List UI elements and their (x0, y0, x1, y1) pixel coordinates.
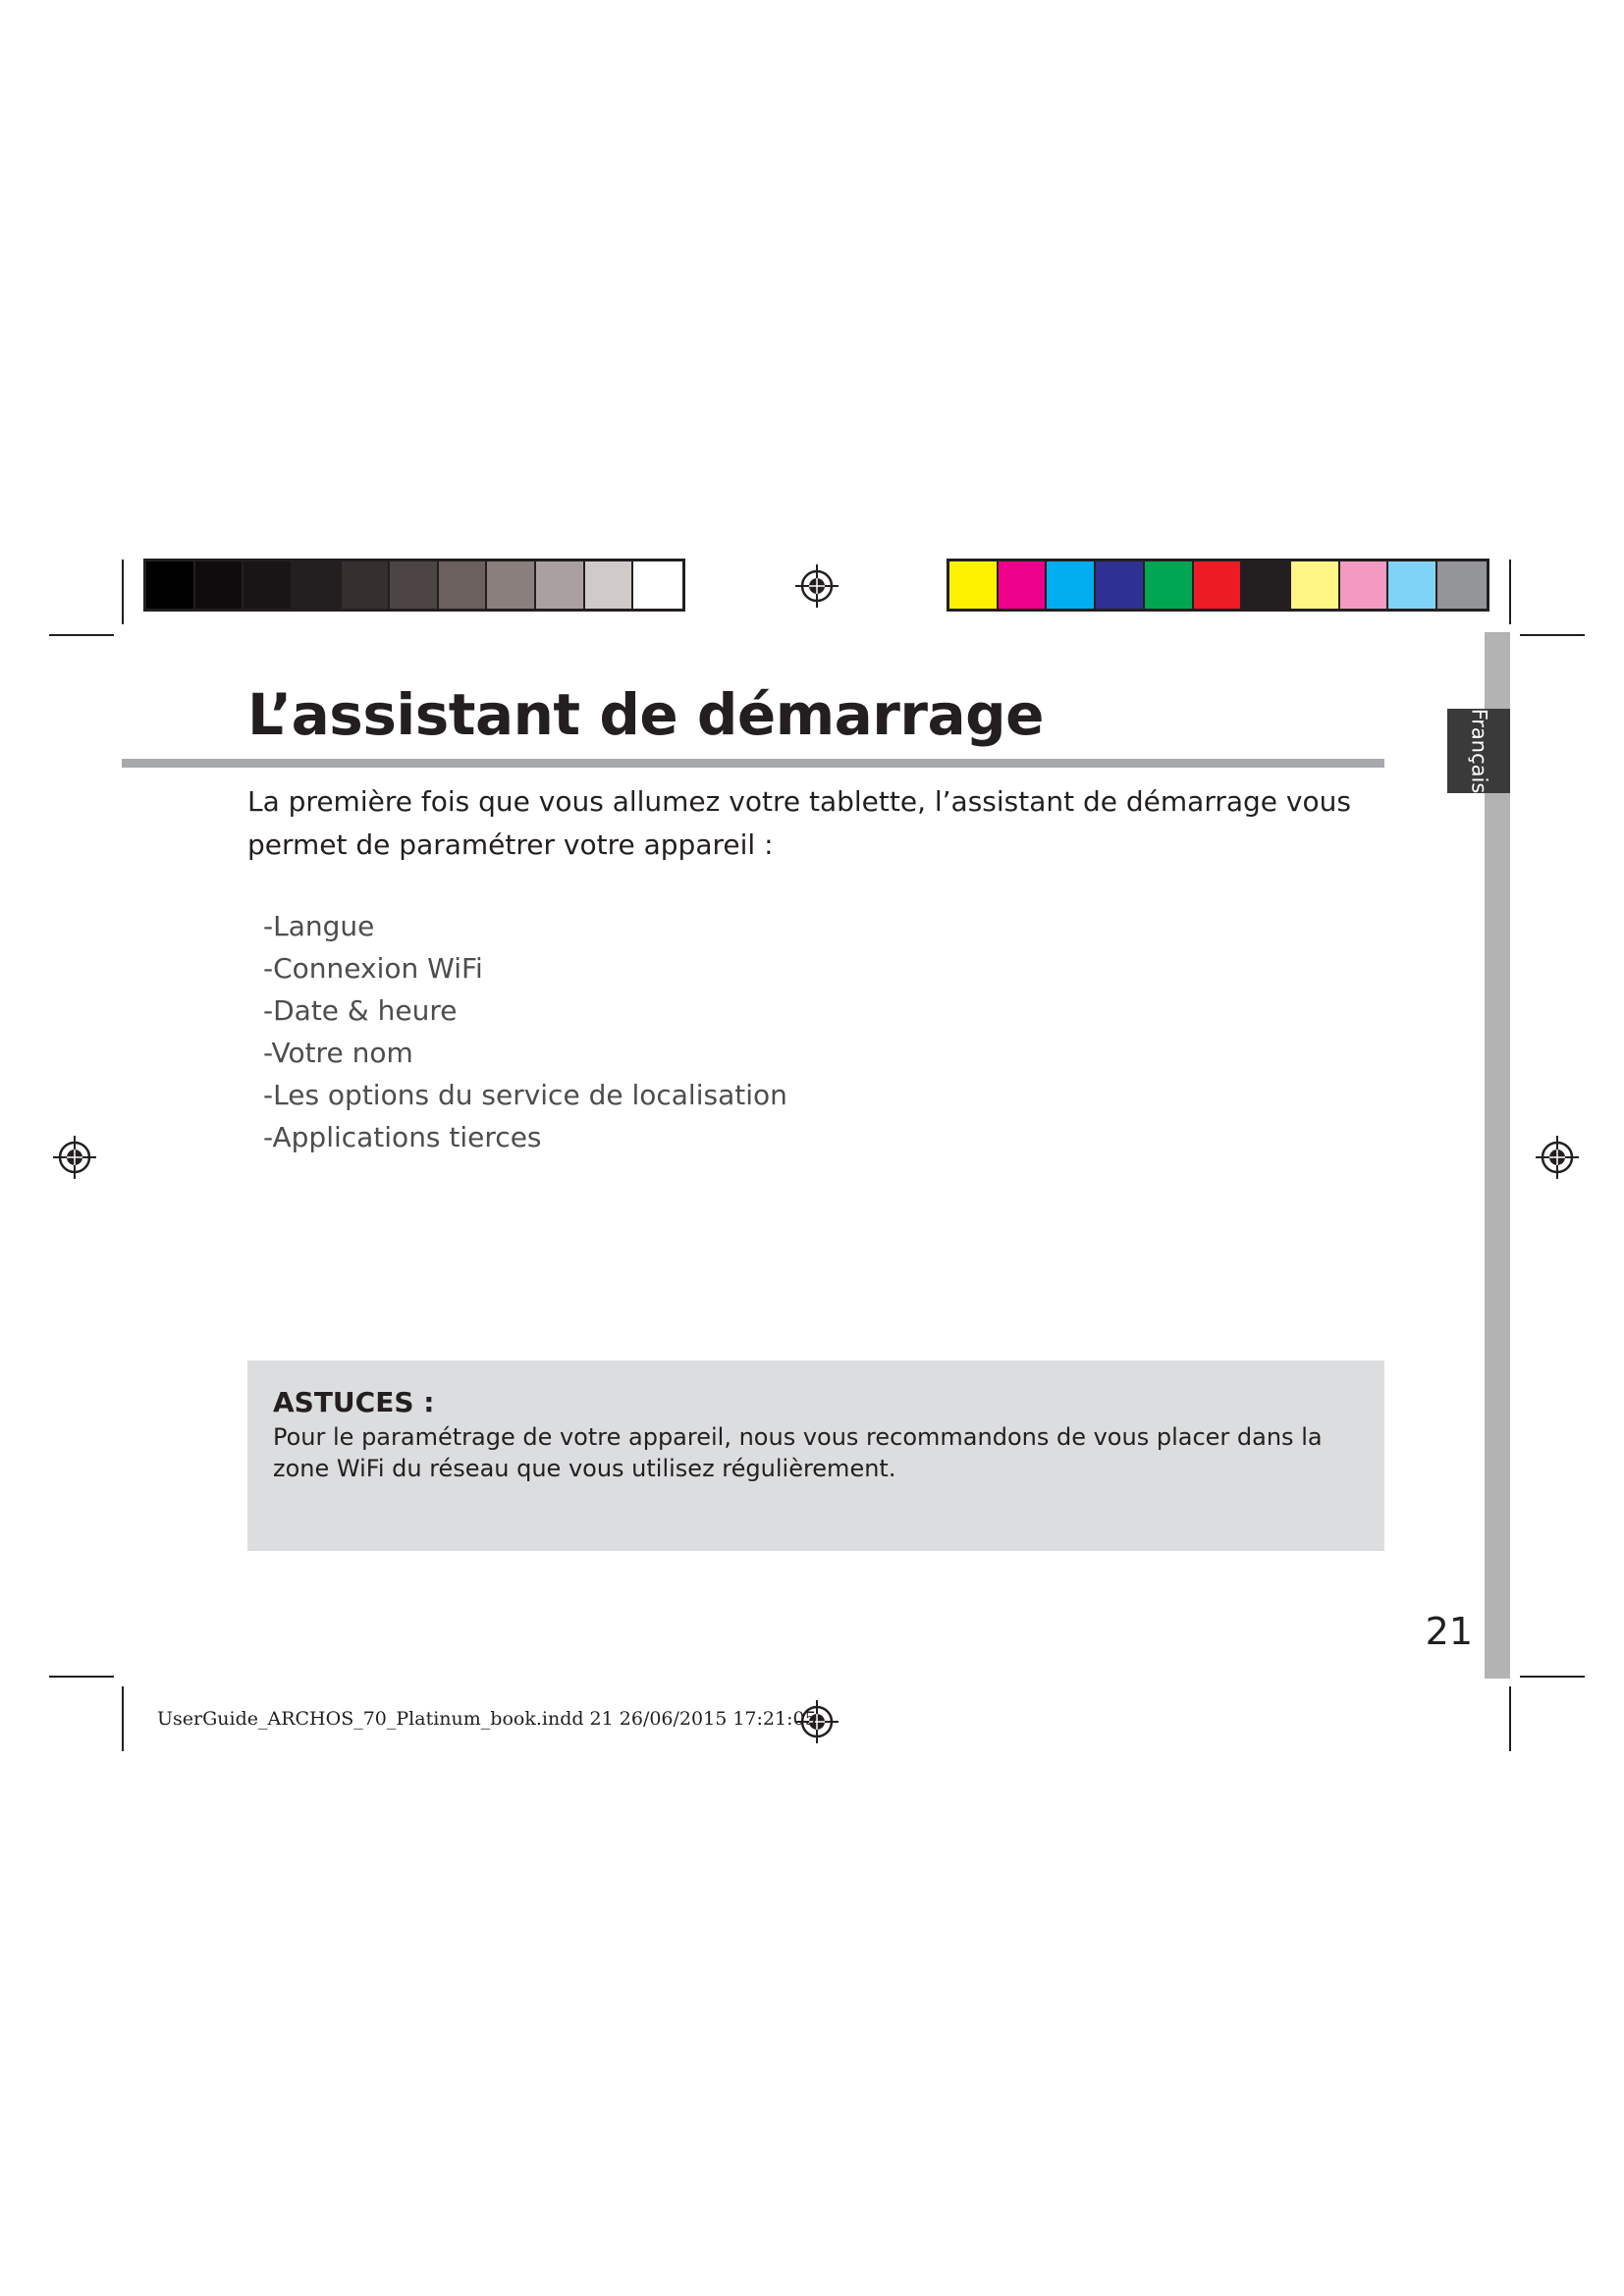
color-swatch (487, 561, 536, 609)
list-item: -Connexion WiFi (263, 952, 483, 985)
color-swatch (390, 561, 439, 609)
crop-mark (1509, 560, 1511, 624)
page-title: L’assistant de démarrage (247, 681, 1044, 748)
color-swatch (293, 561, 342, 609)
intro-paragraph: La première fois que vous allumez votre tablette, l’assistant de démarrage vous permet de paramétrer votre appareil : (247, 785, 1351, 861)
color-swatch (146, 561, 195, 609)
color-swatch (439, 561, 488, 609)
tips-title: ASTUCES : (273, 1386, 435, 1418)
color-swatch (633, 561, 682, 609)
page-number: 21 (1425, 1610, 1473, 1653)
crop-mark (1509, 1686, 1511, 1751)
color-swatch (195, 561, 244, 609)
color-swatch (1242, 561, 1291, 609)
color-swatch (1388, 561, 1437, 609)
crop-mark (49, 1676, 114, 1678)
process-color-bar (947, 559, 1489, 612)
list-item: -Votre nom (263, 1037, 413, 1069)
tips-box (247, 1361, 1384, 1551)
color-swatch (1194, 561, 1243, 609)
setup-steps-list (263, 905, 787, 1158)
print-slug: UserGuide_ARCHOS_70_Platinum_book.indd 21 26/06/2015 17:21:05 (157, 1708, 817, 1730)
color-swatch (1047, 561, 1096, 609)
color-swatch (1340, 561, 1389, 609)
crop-mark (49, 634, 114, 636)
color-swatch (585, 561, 634, 609)
list-item: -Applications tierces (263, 1121, 542, 1153)
registration-mark-icon (1534, 1134, 1581, 1181)
color-swatch (1096, 561, 1145, 609)
tips-text: Pour le paramétrage de votre appareil, nous vous recommandons de vous placer dans la zone WiFi du réseau que vous utilisez régulièrement. (273, 1423, 1323, 1482)
registration-mark-icon (51, 1134, 98, 1181)
registration-mark-icon (793, 562, 840, 610)
list-item: -Les options du service de localisation (263, 1079, 787, 1111)
color-swatch (244, 561, 293, 609)
color-swatch (999, 561, 1048, 609)
title-underline (122, 759, 1384, 768)
language-tab (1447, 709, 1510, 793)
crop-mark (1520, 1676, 1585, 1678)
color-swatch (342, 561, 391, 609)
color-swatch (536, 561, 585, 609)
crop-mark (1520, 634, 1585, 636)
color-swatch (1145, 561, 1194, 609)
crop-mark (122, 560, 124, 624)
list-item: -Langue (263, 910, 375, 942)
list-item: -Date & heure (263, 994, 458, 1027)
language-tab-label: Français (1467, 708, 1490, 794)
grayscale-color-bar (143, 559, 685, 612)
color-swatch (1291, 561, 1340, 609)
color-swatch (949, 561, 999, 609)
color-swatch (1437, 561, 1487, 609)
crop-mark (122, 1686, 124, 1751)
